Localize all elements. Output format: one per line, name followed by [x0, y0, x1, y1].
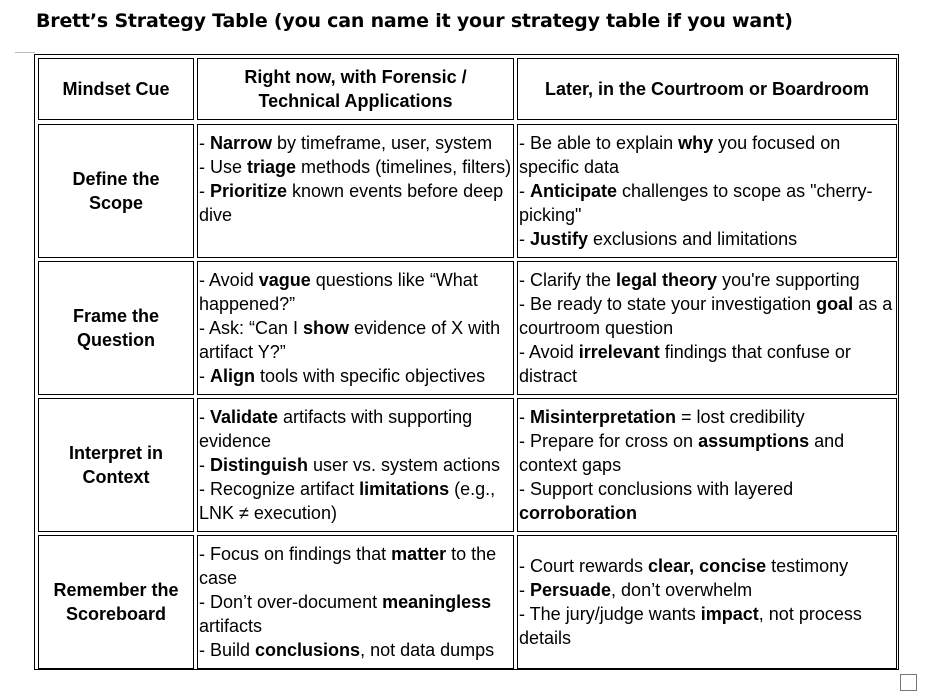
bullet-text: - Use	[199, 157, 248, 177]
bullet-text: -	[199, 133, 210, 153]
bullet-line	[199, 179, 513, 227]
bullet-text: , not process details	[519, 604, 862, 648]
bullet-text: -	[199, 181, 210, 201]
bullet-line	[519, 179, 896, 227]
bullet-line	[519, 578, 896, 602]
bullet-text: - Clarify the	[519, 270, 617, 290]
cell-now-interpret-context	[197, 398, 514, 532]
bullet-text: - Don’t over-document	[199, 592, 383, 612]
bullet-keyword: triage	[247, 157, 297, 177]
cell-later-define-scope	[517, 124, 897, 258]
bullet-text: - Court rewards	[519, 556, 649, 576]
bullet-line	[519, 227, 896, 251]
bullet-keyword: Prioritize	[210, 181, 288, 201]
bullet-line	[519, 429, 896, 477]
bullet-text: - Recognize artifact	[199, 479, 360, 499]
bullet-keyword: assumptions	[698, 431, 810, 451]
bullet-text: (e.g., LNK ≠ execution)	[199, 479, 496, 523]
bullet-text: -	[199, 407, 210, 427]
bullet-line	[199, 477, 513, 525]
bullet-text: to the case	[199, 544, 497, 588]
bullet-text: findings that confuse or distract	[519, 342, 851, 386]
bullet-text: - Support conclusions with layered	[519, 479, 794, 499]
header-later: Later, in the Courtroom or Boardroom	[517, 58, 897, 120]
bullet-text: - Prepare for cross on	[519, 431, 699, 451]
resize-handle[interactable]	[900, 674, 917, 691]
bullet-keyword: conclusions	[255, 640, 361, 660]
bullet-line	[519, 268, 896, 292]
document-title: Brett’s Strategy Table (you can name it your strategy table if you want)	[36, 10, 793, 32]
bullet-keyword: limitations	[359, 479, 450, 499]
bullet-line	[519, 477, 896, 525]
bullet-line	[519, 292, 896, 340]
bullet-keyword: Validate	[210, 407, 279, 427]
cell-later-interpret-context	[517, 398, 897, 532]
bullet-keyword: Align	[210, 366, 255, 386]
bullet-text: artifacts	[199, 616, 263, 636]
bullet-text: -	[519, 181, 530, 201]
bullet-text: -	[519, 407, 530, 427]
bullet-text: by timeframe, user, system	[272, 133, 493, 153]
bullet-line	[199, 268, 513, 316]
bullet-text: , not data dumps	[360, 640, 495, 660]
cell-later-frame-question	[517, 261, 897, 395]
bullet-text: challenges to scope as "cherry-picking"	[519, 181, 873, 225]
bullet-line	[199, 155, 513, 179]
bullet-line	[519, 131, 896, 179]
bullet-text: you're supporting	[717, 270, 860, 290]
bullet-line	[519, 554, 896, 578]
row-cue-define-scope: Define the Scope	[38, 124, 194, 258]
bullet-line	[199, 590, 513, 638]
bullet-line	[199, 131, 513, 155]
bullet-text: -	[199, 455, 210, 475]
bullet-keyword: goal	[816, 294, 854, 314]
bullet-text: questions like “What happened?”	[199, 270, 478, 314]
bullet-keyword: Persuade	[530, 580, 612, 600]
bullet-text: -	[199, 366, 210, 386]
bullet-keyword: Distinguish	[210, 455, 308, 475]
bullet-keyword: Misinterpretation	[530, 407, 677, 427]
bullet-text: - The jury/judge wants	[519, 604, 701, 624]
bullet-text: - Build	[199, 640, 256, 660]
bullet-keyword: meaningless	[382, 592, 492, 612]
bullet-line	[199, 638, 513, 662]
bullet-line	[519, 405, 896, 429]
bullet-keyword: show	[303, 318, 350, 338]
cell-now-define-scope	[197, 124, 514, 258]
bullet-keyword: legal theory	[616, 270, 718, 290]
ruler-line	[15, 52, 35, 53]
bullet-text: = lost credibility	[676, 407, 805, 427]
row-cue-interpret-context: Interpret in Context	[38, 398, 194, 532]
bullet-keyword: Justify	[530, 229, 589, 249]
bullet-text: -	[519, 229, 530, 249]
bullet-text: - Ask: “Can I	[199, 318, 304, 338]
bullet-text: known events before deep dive	[199, 181, 504, 225]
bullet-text: - Avoid	[199, 270, 259, 290]
bullet-text: and context gaps	[519, 431, 845, 475]
cell-now-remember-scoreboard	[197, 535, 514, 669]
row-cue-remember-scoreboard: Remember the Scoreboard	[38, 535, 194, 669]
bullet-keyword: corroboration	[519, 503, 638, 523]
bullet-text: artifacts with supporting evidence	[199, 407, 473, 451]
cell-later-remember-scoreboard	[517, 535, 897, 669]
bullet-keyword: why	[678, 133, 714, 153]
bullet-text: - Avoid	[519, 342, 579, 362]
bullet-text: - Be able to explain	[519, 133, 679, 153]
bullet-keyword: vague	[258, 270, 311, 290]
bullet-keyword: matter	[391, 544, 447, 564]
bullet-text: - Focus on findings that	[199, 544, 392, 564]
bullet-text: evidence of X with artifact Y?”	[199, 318, 501, 362]
header-right-now: Right now, with Forensic / Technical Applications	[197, 58, 514, 120]
bullet-text: as a courtroom question	[519, 294, 893, 338]
bullet-keyword: Narrow	[210, 133, 273, 153]
bullet-text: - Be ready to state your investigation	[519, 294, 817, 314]
cell-now-frame-question	[197, 261, 514, 395]
bullet-keyword: irrelevant	[578, 342, 660, 362]
bullet-text: methods (timelines, filters)	[296, 157, 512, 177]
header-mindset-cue: Mindset Cue	[38, 58, 194, 120]
bullet-text: you focused on specific data	[519, 133, 841, 177]
bullet-keyword: impact	[700, 604, 759, 624]
bullet-line	[519, 340, 896, 388]
bullet-line	[199, 405, 513, 453]
bullet-text: exclusions and limitations	[588, 229, 798, 249]
bullet-line	[199, 453, 513, 477]
row-cue-frame-question: Frame the Question	[38, 261, 194, 395]
bullet-text: , don’t overwhelm	[611, 580, 753, 600]
bullet-text: -	[519, 580, 530, 600]
bullet-line	[199, 542, 513, 590]
bullet-keyword: clear, concise	[648, 556, 767, 576]
bullet-line	[199, 364, 513, 388]
bullet-keyword: Anticipate	[530, 181, 618, 201]
bullet-line	[519, 602, 896, 650]
bullet-text: tools with specific objectives	[255, 366, 486, 386]
bullet-text: user vs. system actions	[308, 455, 501, 475]
bullet-line	[199, 316, 513, 364]
bullet-text: testimony	[766, 556, 849, 576]
